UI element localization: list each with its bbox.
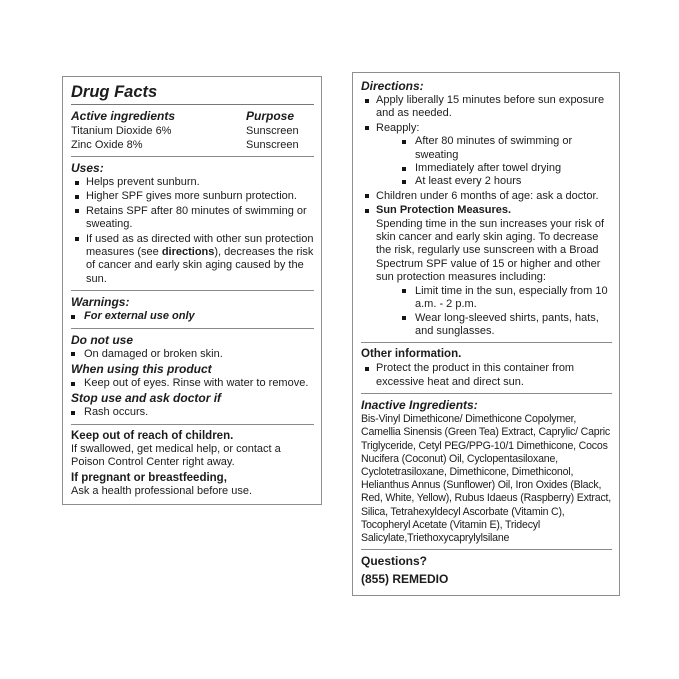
list-item (71, 233, 314, 287)
list-item (361, 94, 612, 121)
ingredient-name: Titanium Dioxide 6% (71, 125, 172, 137)
other-information-heading: Other information. (361, 348, 462, 361)
section-divider (71, 104, 314, 105)
sun-protection-heading: Sun Protection Measures. (376, 204, 512, 217)
bullet-text: Rash occurs. (84, 406, 149, 419)
keep-out-of-reach-heading: Keep out of reach of children. (71, 429, 234, 442)
ingredient-row (71, 138, 314, 152)
section-divider (71, 328, 314, 329)
when-using-bullet-list (71, 377, 314, 390)
sun-protection-body: Spending time in the sun increases your risk of skin cancer and early skin aging. To decrease the risk, regularly use sunscreen with a Broad Spectrum SPF value of 15 or higher and other sun protection measures including: (376, 217, 605, 284)
bullet-text: Protect the product in this container from excessive heat and direct sun. (376, 362, 575, 388)
list-item (71, 176, 314, 189)
ingredient-purpose: Sunscreen (246, 125, 299, 137)
list-item (361, 204, 612, 338)
stop-use-heading: Stop use and ask doctor if (71, 391, 222, 406)
section-divider (361, 342, 612, 343)
drug-facts-panel (62, 76, 322, 505)
list-item (71, 310, 314, 323)
bullet-text: For external use only (84, 310, 195, 323)
directions-heading: Directions: (361, 79, 424, 93)
stop-use-bullet-list (71, 406, 314, 419)
inactive-ingredients-body: Bis-Vinyl Dimethicone/ Dimethicone Copolymer, Camellia Sinensis (Green Tea) Extract, Caprylic/ Capric Triglyceride, Cetyl PEG/PPG-10/1 Dimethicone, Cocos Nucifera (Coconut) Oil, Cyclopentasiloxane, Cyclotetrasiloxane, Dimethicone, Dimethiconol, Helianthus Annus (Sunflower) Oil, Iron Oxides (Black, Red, White, Yellow), Rubus Idaeus (Raspberry) Extract, Silica, Tetrahexyldecyl Ascorbate (Vitamin C), Tocopheryl Acetate (Vitamin E), Tridecyl Salicylate,Triethoxycaprylylsilane (361, 413, 612, 544)
bullet-text: Immediately after towel drying (415, 162, 562, 175)
ingredient-name: Zinc Oxide 8% (71, 139, 143, 151)
active-ingredients-header-row (71, 108, 314, 124)
do-not-use-heading: Do not use (71, 332, 133, 347)
list-item (71, 406, 314, 419)
bullet-text: Limit time in the sun, especially from 10 a.m. - 2 p.m. (415, 284, 608, 311)
bullet-text: Wear long-sleeved shirts, pants, hats, and sunglasses. (415, 311, 599, 337)
warnings-heading: Warnings: (71, 295, 130, 310)
bullet-text: On damaged or broken skin. (84, 347, 223, 360)
keep-out-of-reach-body: If swallowed, get medical help, or contact a Poison Control Center right away. (71, 442, 281, 469)
section-divider (71, 290, 314, 291)
list-item (402, 175, 612, 188)
bullet-text: Retains SPF after 80 minutes of swimming or sweating. (86, 204, 307, 231)
list-item (71, 190, 314, 203)
section-divider (71, 156, 314, 157)
list-item (402, 135, 612, 162)
list-item (71, 348, 314, 361)
bullet-text: Keep out of eyes. Rinse with water to remove. (84, 377, 309, 390)
section-divider (361, 549, 612, 550)
bullet-text: Reapply: (376, 121, 420, 134)
bullet-text: At least every 2 hours (415, 175, 522, 188)
ingredient-purpose: Sunscreen (246, 139, 299, 151)
bullet-text: Higher SPF gives more sunburn protection. (86, 190, 297, 203)
list-item (361, 122, 612, 189)
reapply-sub-list (402, 135, 612, 189)
section-divider (361, 393, 612, 394)
warnings-bullet-list (71, 310, 314, 323)
list-item (402, 285, 612, 312)
inactive-ingredients-heading: Inactive Ingredients: (361, 398, 478, 413)
bullet-text-suffix: ), decreases the risk of cancer and early skin aging caused by the sun. (86, 246, 314, 285)
bullet-text: Helps prevent sunburn. (86, 176, 200, 188)
uses-heading: Uses: (71, 161, 104, 175)
bullet-text: Children under 6 months of age: ask a doctor. (376, 189, 599, 202)
directions-bullet-list (361, 94, 612, 338)
ingredient-row (71, 124, 314, 138)
drug-facts-title: Drug Facts (71, 83, 158, 101)
uses-bullet-list (71, 176, 314, 286)
bullet-text: Apply liberally 15 minutes before sun exposure and as needed. (376, 94, 605, 120)
do-not-use-bullet-list (71, 348, 314, 361)
list-item (402, 162, 612, 175)
directions-panel (352, 72, 620, 596)
list-item (71, 205, 314, 232)
list-item (361, 190, 612, 203)
pregnant-body: Ask a health professional before use. (71, 484, 253, 497)
bullet-text-prefix: If used as as directed with other sun protection measures (see (86, 232, 314, 259)
list-item (402, 312, 612, 339)
other-information-bullet-list (361, 362, 612, 389)
purpose-heading: Purpose (246, 109, 295, 123)
section-divider (71, 424, 314, 425)
sun-protection-sub-list (402, 285, 612, 339)
list-item (71, 377, 314, 390)
questions-phone: (855) REMEDIO (361, 572, 449, 587)
pregnant-heading: If pregnant or breastfeeding, (71, 471, 227, 484)
questions-heading: Questions? (361, 554, 428, 569)
active-ingredients-heading: Active ingredients (71, 109, 176, 123)
bullet-text: After 80 minutes of swimming or sweating (415, 135, 573, 161)
list-item (361, 362, 612, 389)
bullet-text-bold-word: directions (161, 246, 215, 259)
when-using-heading: When using this product (71, 362, 212, 377)
